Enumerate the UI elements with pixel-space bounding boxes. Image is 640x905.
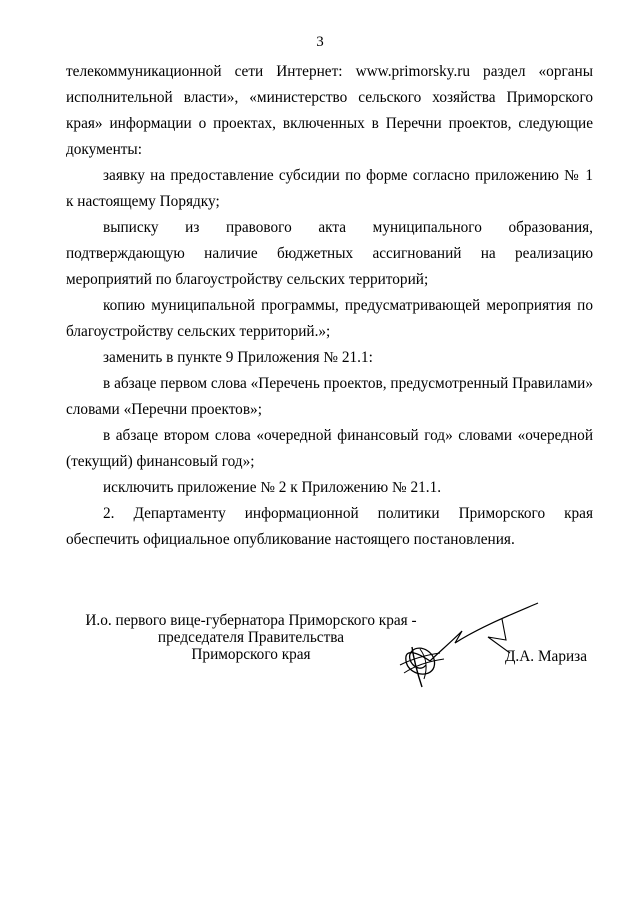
text-line: края» информации о проектах, включенных в Перечни проектов, следующие (66, 115, 593, 132)
text-line: копию муниципальной программы, предусматривающей мероприятия по (103, 297, 593, 314)
text-line: в абзаце втором слова «очередной финансовый год» словами «очередной (103, 427, 593, 444)
page-number: 3 (316, 34, 324, 50)
text-line: исполнительной власти», «министерство сельского хозяйства Приморского (66, 89, 593, 106)
text-line: исключить приложение № 2 к Приложению № 21.1. (103, 479, 442, 496)
signatory-position-line: Приморского края (191, 646, 311, 663)
signatory-position-line: И.о. первого вице-губернатора Приморского края - (85, 612, 417, 629)
text-line: 2. Департаменту информационной политики Приморского края (103, 505, 593, 522)
text-line: обеспечить официальное опубликование настоящего постановления. (66, 531, 515, 548)
text-line: телекоммуникационной сети Интернет: www.primorsky.ru раздел «органы (66, 63, 593, 80)
handwritten-signature (360, 595, 550, 690)
text-line: заявку на предоставление субсидии по форме согласно приложению № 1 (103, 167, 593, 184)
text-line: заменить в пункте 9 Приложения № 21.1: (103, 349, 373, 366)
text-line: к настоящему Порядку; (66, 193, 220, 210)
text-line: выписку из правового акта муниципального образования, (103, 219, 593, 236)
text-line: (текущий) финансовый год»; (66, 453, 255, 470)
text-line: мероприятий по благоустройству сельских территорий; (66, 271, 429, 288)
text-line: в абзаце первом слова «Перечень проектов, предусмотренный Правилами» (103, 375, 593, 392)
text-line: благоустройству сельских территорий.»; (66, 323, 331, 340)
text-line: документы: (66, 141, 142, 158)
signatory-name: Д.А. Мариза (505, 648, 588, 665)
signatory-position-line: председателя Правительства (157, 629, 345, 646)
text-line: подтверждающую наличие бюджетных ассигнований на реализацию (66, 245, 593, 262)
text-line: словами «Перечни проектов»; (66, 401, 262, 418)
